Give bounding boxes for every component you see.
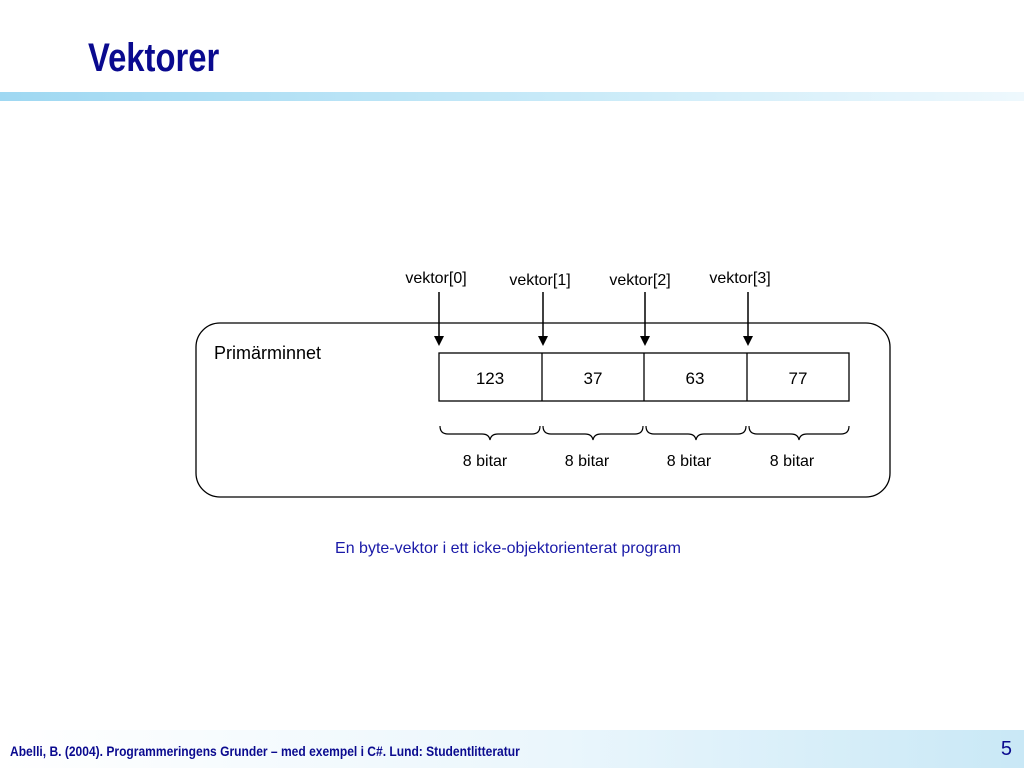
- bit-label-2: 8 bitar: [666, 453, 712, 470]
- brace-2: [646, 426, 746, 440]
- cell-value-2: 63: [685, 369, 705, 388]
- diagram-caption: En byte-vektor i ett icke-objektorienterat program: [335, 540, 681, 557]
- footer-citation: Abelli, B. (2004). Programmeringens Grunder – med exempel i C#. Lund: Studentlitteratur: [10, 743, 520, 759]
- cell-value-1: 37: [583, 369, 603, 388]
- bit-label-3: 8 bitar: [769, 453, 815, 470]
- cell-value-0: 123: [475, 369, 505, 388]
- index-label-3: vektor[3]: [709, 270, 771, 287]
- brace-3: [749, 426, 849, 440]
- bit-label-1: 8 bitar: [564, 453, 610, 470]
- index-label-0: vektor[0]: [405, 270, 467, 287]
- index-label-1: vektor[1]: [509, 272, 571, 289]
- brace-0: [440, 426, 540, 440]
- brace-1: [543, 426, 643, 440]
- cell-value-3: 77: [788, 369, 808, 388]
- page-number: 5: [1000, 738, 1012, 760]
- primary-memory-label: Primärminnet: [214, 343, 322, 363]
- index-label-2: vektor[2]: [609, 272, 671, 289]
- slide-title: Vektorer: [88, 36, 220, 80]
- bit-label-0: 8 bitar: [462, 453, 508, 470]
